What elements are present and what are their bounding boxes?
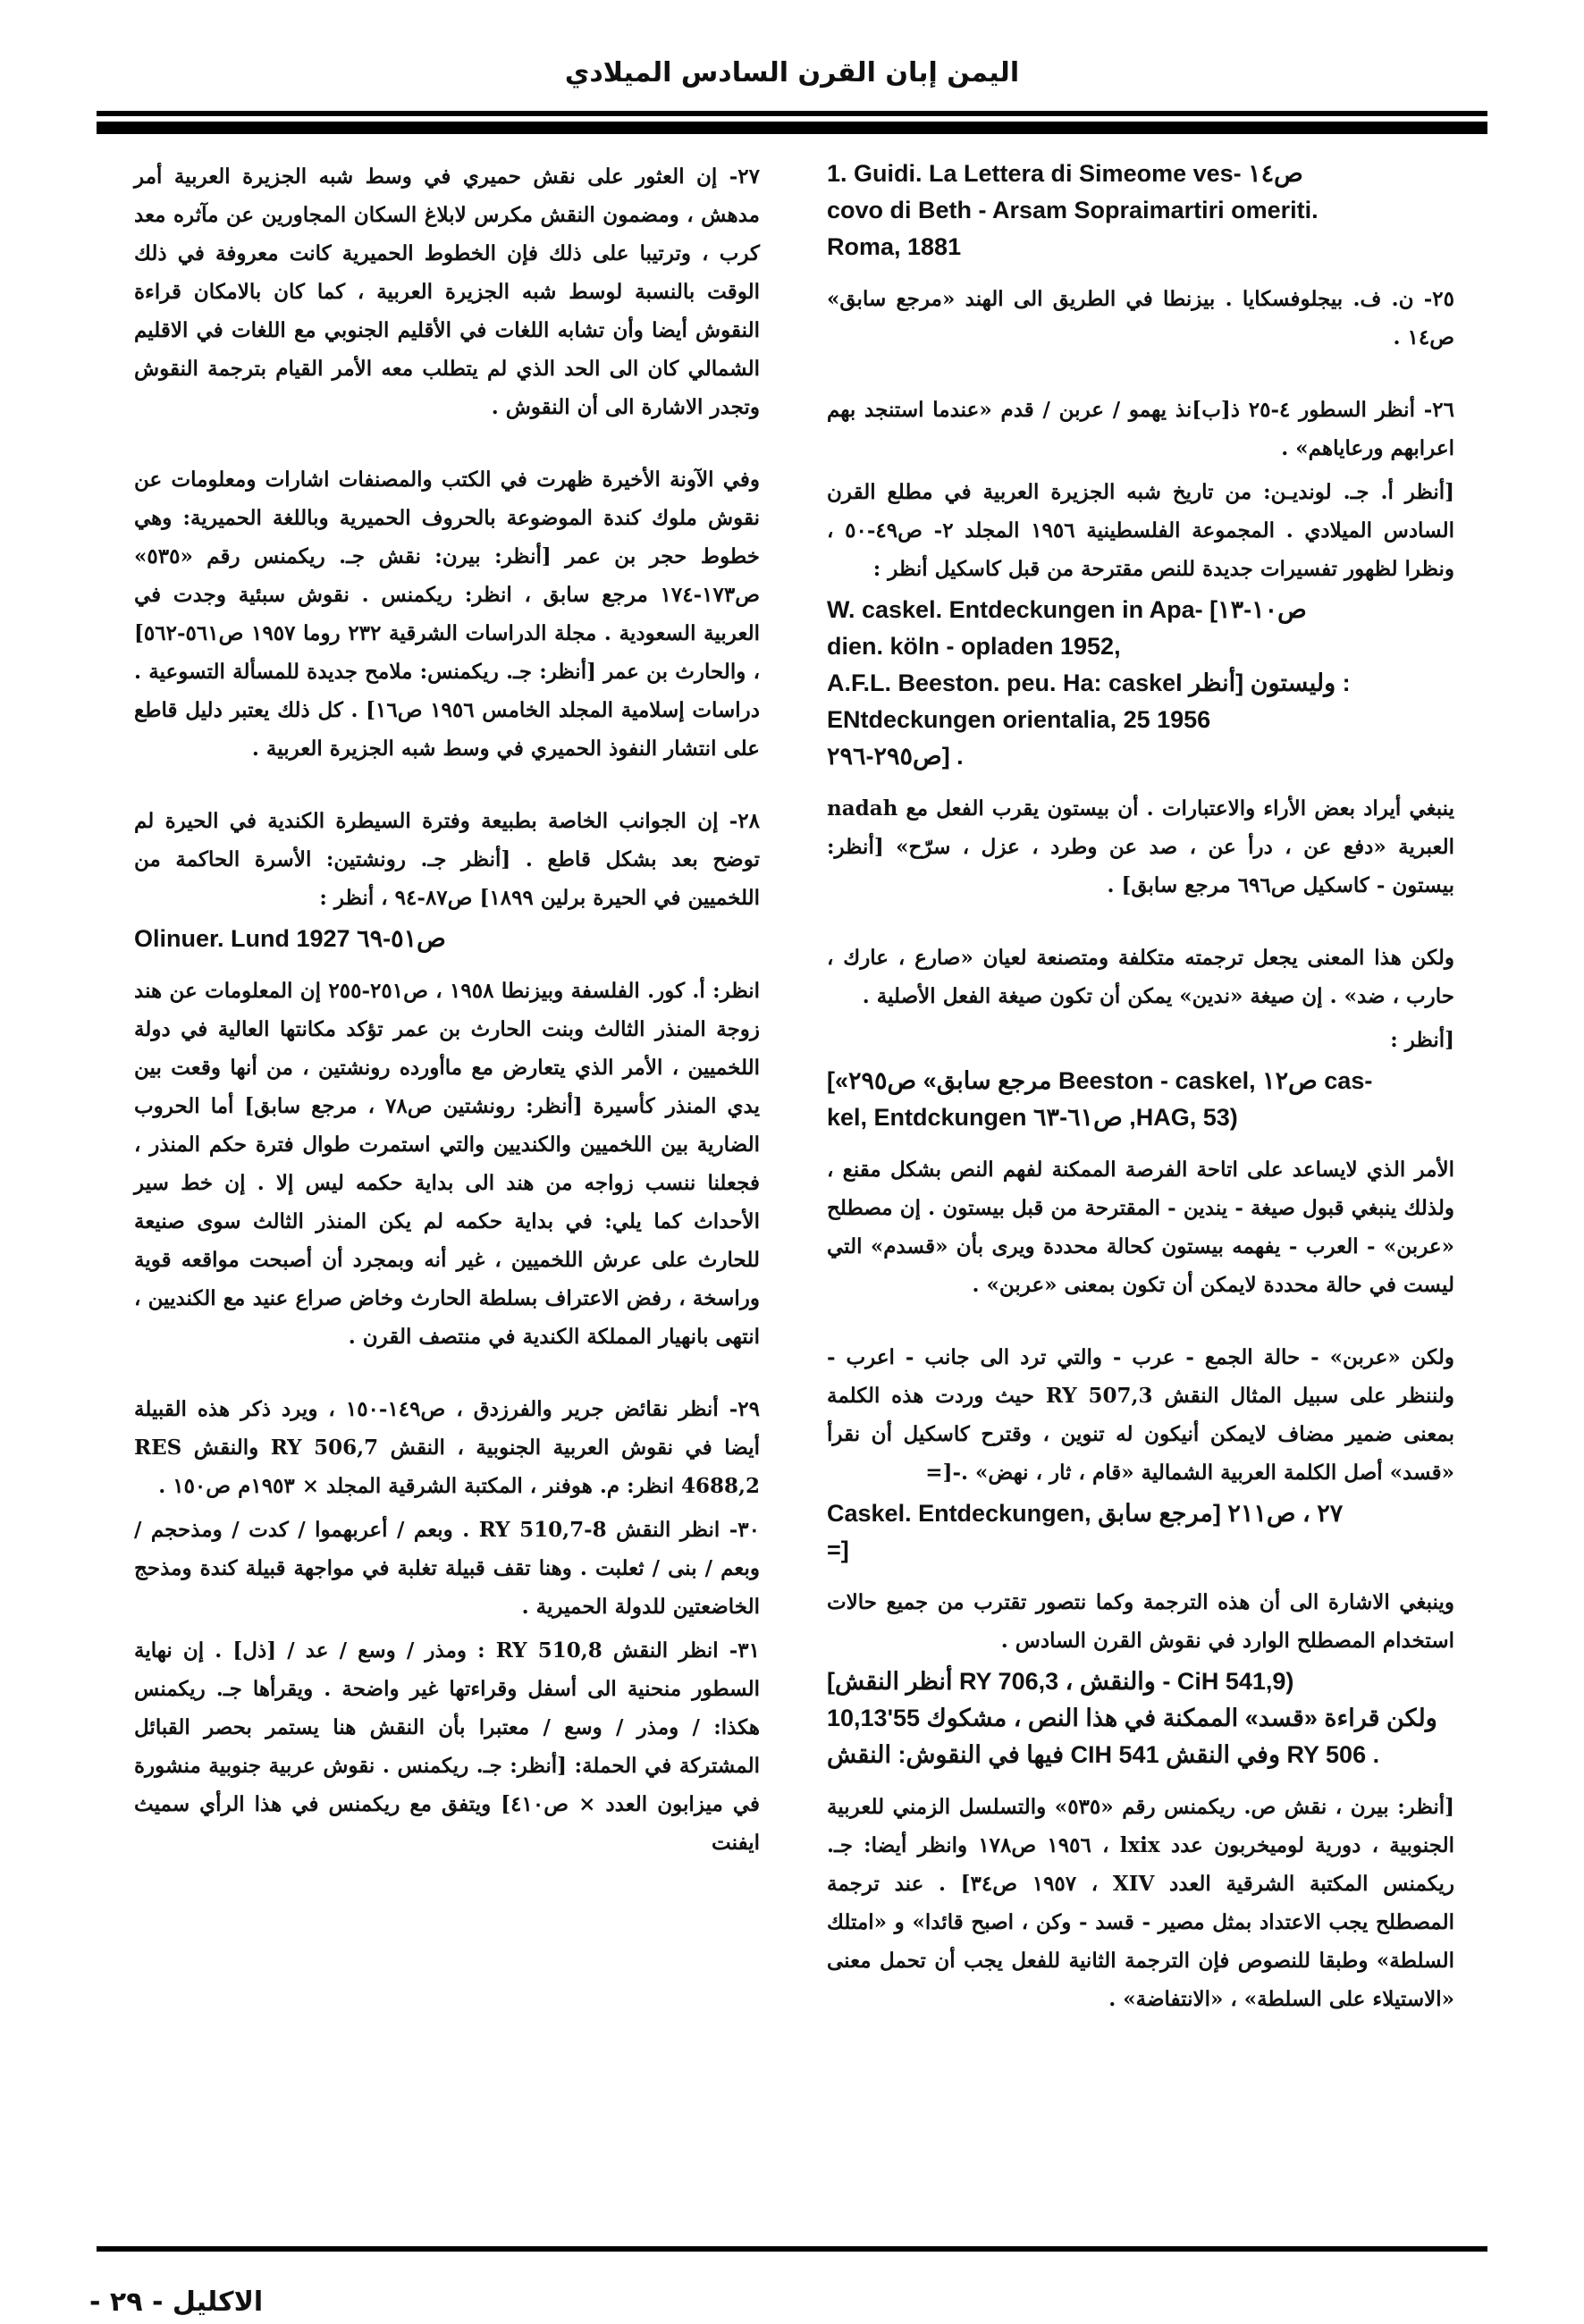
footnote-paragraph: ٢٨- إن الجوانب الخاصة بطبيعة وفترة السيطرة الكندية في الحيرة لم توضح بعد بشكل قاطع . [أنظر جـ. رونشتين: الأسرة الحاكمة من اللخميين في الحيرة برلين ١٨٩٩] ص٨٧-٩٤ ، أنظر : — [134, 809, 760, 910]
reference-line: A.F.L. Beeston. peu. Ha: caskel وليستون [أنظر : — [827, 669, 1351, 696]
footnote-paragraph: ولكن هذا المعنى يجعل ترجمته متكلفة ومتصنعة لعيان «صارع ، عارك ، حارب ، ضد» . إن صيغة «ندين» يمكن أن تكون صيغة الفعل الأصلية . — [827, 946, 1454, 1008]
header-rule-top — [97, 111, 1487, 116]
reference-line: W. caskel. Entdeckungen in Apa- [ص١٠-١٣ — [827, 596, 1307, 623]
reference-line: dien. köln - opladen 1952, — [827, 633, 1121, 660]
page-footer: الاكليل - ٢٩ - — [89, 2286, 264, 2318]
footnote-paragraph: ٣٠- انظر النقش RY 510,7-8 . وبعم / أعربهموا / كدت / ومذحجم / وبعم / بنى / ثعلبت . وهنا تقف قبيلة تغلبة في مواجهة قبيلة كندة ومذحج الخاضعتين للدولة الحميرية . — [134, 1518, 761, 1619]
reference-line: فيها في النقوش: النقش CIH 541 وفي النقش RY 506 . — [827, 1741, 1380, 1768]
footnote-paragraph: ينبغي أيراد بعض الأراء والاعتبارات . أن بيستون يقرب الفعل مع nadah العبرية «دفع عن ، درأ عن ، صد عن وطرد ، عزل ، سرّح» [أنظر: بيستون - كاسكيل ص٦٩٦ مرجع سابق] . — [827, 796, 1454, 897]
left-column — [134, 157, 760, 1896]
footnote-paragraph: انظر: أ. كور. الفلسفة وبيزنطا ١٩٥٨ ، ص٢٥١-٢٥٥ إن المعلومات عن هند زوجة المنذر الثالث وبنت الحارث بن عمر تؤكد مكانتها العالية في دولة اللخميين ، الأمر الذي يتعارض مع ماأورده رونشتين ، من أنها وقعت بين يدي المنذر كأسيرة [أنظر: رونشتين ص٧٨ ، مرجع سابق] أما الحروب الضارية بين اللخميين والكنديين والتي استمرت طوال فترة حكم المنذر ، فجعلنا ننسب زواجه من هند الى بداية حكمه ليس إلا . إن خط سير الأحداث كما يلي: في بداية حكمه لم يكن المنذر الثالث سوى صنيعة للحارث على عرش اللخميين ، غير أنه وبمجرد أن أصبحت مواقعه قوية وراسخة ، رفض الاعتراف بسلطة الحارث وخاض صراع عنيد مع الكنديين ، انتهى بانهيار المملكة الكندية في منتصف القرن . — [134, 979, 761, 1349]
reference-line: Roma, 1881 — [827, 233, 962, 260]
footnote-paragraph: ٢٩- أنظر نقائض جرير والفرزدق ، ص١٤٩-١٥٠ ، ويرد ذكر هذه القبيلة أيضا في نقوش العربية الجنوبية ، النقش RY 506,7 والنقش RES 4688,2 انظر: م. هوفنر ، المكتبة الشرقية المجلد × ١٩٥٣م ص١٥٠ . — [134, 1397, 760, 1498]
reference-line: 10,13'55 ولكن قراءة «قسد» الممكنة في هذا النص ، مشكوك — [827, 1705, 1437, 1731]
page-title: اليمن إبان القرن السادس الميلادي — [564, 57, 1020, 88]
footnote-paragraph: ٢٦- أنظر السطور ٤-٢٥ ذ[ب]نذ يهمو / عربن / قدم «عندما استنجد بهم اعرابهم ورعاياهم» . — [827, 398, 1454, 460]
reference-line: [«مرجع سابق» ص٢٩٥ Beeston - caskel, ص١٢ cas- — [827, 1067, 1373, 1094]
header-rule-bottom — [97, 122, 1487, 134]
footnote-paragraph: [أنظر : — [1390, 1028, 1454, 1052]
reference-line: ENtdeckungen orientalia, 25 1956 — [827, 706, 1211, 733]
reference-line: covo di Beth - Arsam Sopraimartiri omeriti. — [827, 197, 1319, 223]
footnote-paragraph: ولكن «عربن» - حالة الجمع - عرب - والتي ترد الى جانب - اعرب - ولننظر على سبيل المثال النقش RY 507,3 حيث وردت هذه الكلمة بمعنى ضمير مضاف لايمكن أنيكون له تنوين ، وقترح كاسكيل أن نقرأ «قسد» أصل الكلمة العربية الشمالية «قام ، ثار ، نهض» .-[= — [827, 1345, 1454, 1485]
footnote-paragraph: ٣١- انظر النقش RY 510,8 : ومذر / وسع / عد / [ذل] . إن نهاية السطور منحنية الى أسفل وقراءتها غير واضحة . ويقرأها جـ. ريكمنس هكذا: / ومذر / وسع / معتبرا بأن النقش هنا يستمر بحصر القبائل المشتركة في الحملة: [أنظر: جـ. ريكمنس . نقوش عربية جنوبية منشورة في ميزابون العدد × ص٤١٠] ويتفق مع ريكمنس في هذا الرأي سميث ايفنت — [134, 1638, 760, 1855]
latin-reference-block — [827, 594, 1454, 773]
reference-line: Caskel. Entdeckungen, ٢٧ ، ص٢١١ [مرجع سابق — [827, 1500, 1344, 1527]
footnote-paragraph: الأمر الذي لايساعد على اتاحة الفرصة الممكنة لفهم النص بشكل مقنع ، ولذلك ينبغي قبول صيغة - يندين - المقترحة من قبل بيستون . إن مصطلح «عربن» - العرب - يفهمه بيستون كحالة محددة ويرى بأن «قسدم» التي ليست في حالة محددة لايمكن أن تكون بمعنى «عربن» . — [827, 1158, 1454, 1297]
footer-rule — [97, 2246, 1487, 2252]
reference-line: 1. Guidi. La Lettera di Simeome ves- ص١٤ — [827, 160, 1303, 187]
latin-reference-block — [827, 1065, 1454, 1134]
latin-reference-block — [134, 922, 760, 956]
reference-line: ص٢٩٥-٢٩٦] . — [827, 743, 964, 770]
latin-reference-block — [827, 1665, 1454, 1772]
footnote-paragraph: وينبغي الاشارة الى أن هذه الترجمة وكما نتصور تقترب من جميع حالات استخدام المصطلح الوارد في نقوش القرن السادس . — [827, 1590, 1454, 1653]
footnote-paragraph: ٢٧- إن العثور على نقش حميري في وسط شبه الجزيرة العربية أمر مدهش ، ومضمون النقش مكرس لابلاغ السكان المجاورين عن مآثره معد كرب ، وترتيبا على ذلك فإن الخطوط الحميرية كانت معروفة في ذلك الوقت بالنسبة لوسط شبه الجزيرة العربية ، كما كان بالامكان قراءة النقوش أيضا وأن تشابه اللغات في الأقليم الجنوبي مع اللغات في الاقليم الشمالي كان الى الحد الذي لم يتطلب معه الأمر القيام بترجمة النقوش وتجدر الاشارة الى أن النقوش . — [134, 164, 760, 419]
reference-line: Olinuer. Lund 1927 ص٥١-٦٩ — [134, 925, 446, 952]
reference-line: =] — [827, 1537, 849, 1563]
reference-line: [أنظر النقش RY 706,3 ، والنقش - CiH 541,9) — [827, 1668, 1294, 1695]
latin-reference-block — [827, 157, 1454, 264]
footnote-paragraph: [أنظر: بيرن ، نقش ص. ريكمنس رقم «٥٣٥» والتسلسل الزمني للعربية الجنوبية ، دورية لوميخربون عدد lxix ، ١٩٥٦ ص١٧٨ وانظر أيضا: جـ. ريكمنس المكتبة الشرقية العدد XIV ، ١٩٥٧ ص٣٤] . عند ترجمة المصطلح يجب الاعتداد بمثل مصير - قسد - وكن ، اصبح قائدا» و «امتلك السلطة» وطبقا للنصوص فإن الترجمة الثانية للفعل يجب أن تحمل معنى «الاستيلاء على السلطة» ، «الانتفاضة» . — [827, 1795, 1454, 2011]
reference-line: kel, Entdckungen ص٦١-٦٣ ,HAG, 53) — [827, 1104, 1238, 1131]
footnote-paragraph: ٢٥- ن. ف. بيجلوفسكايا . بيزنطا في الطريق الى الهند «مرجع سابق» ص١٤ . — [827, 287, 1454, 349]
latin-reference-block — [827, 1497, 1454, 1567]
footnote-paragraph: [أنظر أ. جـ. لونديـن: من تاريخ شبه الجزيرة العربية في مطلع القرن السادس الميلادي . المجموعة الفلسطينية ١٩٥٦ المجلد ٢- ص٤٩-٥٠ ، ونظرا لظهور تفسيرات جديدة للنص مقترحة من قبل كاسكيل أنظر : — [827, 480, 1454, 581]
footnote-paragraph: وفي الآونة الأخيرة ظهرت في الكتب والمصنفات اشارات ومعلومات عن نقوش ملوك كندة الموضوعة بالحروف الحميرية وباللغة الحميرية: وهي خطوط حجر بن عمر [أنظر: بيرن: نقش جـ. ريكمنس رقم «٥٣٥» ص١٧٣-١٧٤ مرجع سابق ، انظر: ريكمنس . نقوش سبئية وجدت في العربية السعودية . مجلة الدراسات الشرقية ٢٣٢ روما ١٩٥٧ ص٥٦١-٥٦٢] ، والحارث بن عمر [أنظر: جـ. ريكمنس: ملامح جديدة للمسألة التسوعية . دراسات إسلامية المجلد الخامس ١٩٥٦ ص١٦] . كل ذلك يعتبر دليل قاطع على انتشار النفوذ الحميري في وسط شبه الجزيرة العربية . — [134, 467, 760, 761]
right-column — [827, 157, 1454, 2052]
